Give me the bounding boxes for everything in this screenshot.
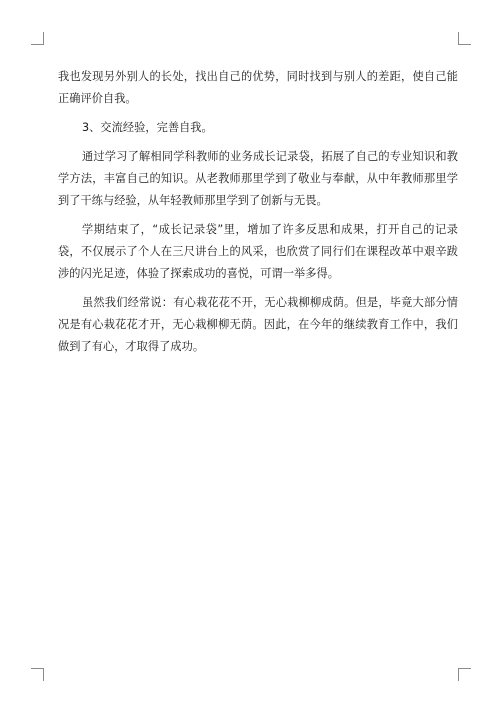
paragraph-3: 通过学习了解相同学科教师的业务成长记录袋，拓展了自己的专业知识和教学方法，丰富自己的知识。从老教师那里学到了敬业与奉献，从中年教师那里学到了干练与经验，从年轻教师那里学到了创新与无畏。	[58, 150, 458, 207]
document-body	[58, 66, 458, 365]
paragraph-4: 学期结束了，“成长记录袋”里，增加了许多反思和成果，打开自己的记录袋，不仅展示了个人在三尺讲台上的风采，也欣赏了同行们在课程改革中艰辛跋涉的闪光足迹，体验了探索成功的喜悦，可谓一举多得。	[58, 223, 458, 280]
crop-mark-top-left	[31, 32, 44, 45]
crop-mark-bottom-left	[31, 668, 44, 681]
crop-mark-top-right	[458, 32, 471, 45]
section-heading-3: 3、交流经验，完善自我。	[82, 121, 213, 134]
paragraph-1: 我也发现另外别人的长处，找出自己的优势，同时找到与别人的差距，使自己能正确评价自我。	[58, 70, 458, 105]
paragraph-5: 虽然我们经常说：有心栽花花不开，无心栽柳柳成荫。但是，毕竟大部分情况是有心栽花花才开，无心栽柳柳无荫。因此，在今年的继续教育工作中，我们做到了有心，才取得了成功。	[58, 296, 458, 353]
crop-mark-bottom-right	[458, 668, 471, 681]
